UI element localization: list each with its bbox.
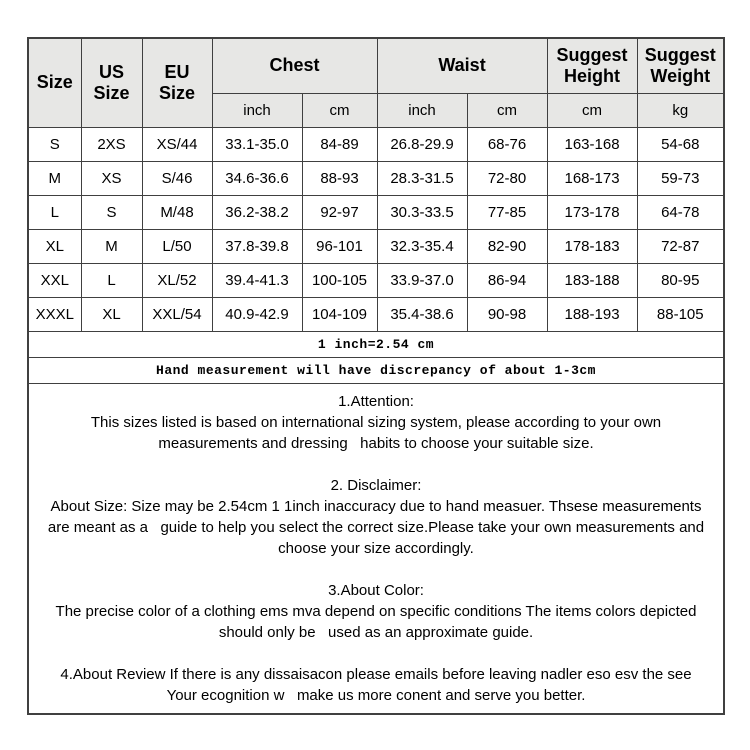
cell-waist-cm: 77-85 xyxy=(467,195,547,229)
table-row-s xyxy=(28,127,724,161)
cell-chest-inch: 39.4-41.3 xyxy=(212,263,302,297)
cell-chest-inch: 37.8-39.8 xyxy=(212,229,302,263)
cell-waist-inch: 30.3-33.5 xyxy=(377,195,467,229)
cell-chest-cm: 96-101 xyxy=(302,229,377,263)
cell-chest-inch: 34.6-36.6 xyxy=(212,161,302,195)
unit-header-chest-inch: inch xyxy=(212,93,302,127)
cell-eu-size: XXL/54 xyxy=(142,297,212,331)
cell-waist-cm: 86-94 xyxy=(467,263,547,297)
cell-waist-inch: 32.3-35.4 xyxy=(377,229,467,263)
cell-waist-cm: 68-76 xyxy=(467,127,547,161)
table-row-xxxl xyxy=(28,297,724,331)
disclaimer-paragraph: 2. Disclaimer: About Size: Size may be 2.54cm 1 1inch inaccuracy due to hand measuer. Thsese measurements are meant as a guide to help you select the correct size.Please take your own measurements and choose your size accordingly. xyxy=(47,476,705,557)
cell-waist-cm: 72-80 xyxy=(467,161,547,195)
cell-size: XXXL xyxy=(28,297,81,331)
cell-us-size: 2XS xyxy=(81,127,142,161)
cell-weight: 64-78 xyxy=(637,195,724,229)
cell-size: S xyxy=(28,127,81,161)
cell-eu-size: XL/52 xyxy=(142,263,212,297)
cell-chest-inch: 36.2-38.2 xyxy=(212,195,302,229)
note-row-inch-conversion xyxy=(28,331,724,357)
attention-paragraph: 1.Attention: This sizes listed is based on international sizing system, please according to your own measurements and dressing habits to choose your suitable size. xyxy=(90,392,662,452)
cell-chest-cm: 100-105 xyxy=(302,263,377,297)
about-review-paragraph: 4.About Review If there is any dissaisacon please emails before leaving nadler eso esv the see Your ecognition w make us more conent and serve you better. xyxy=(60,665,692,704)
cell-us-size: S xyxy=(81,195,142,229)
unit-header-height-cm: cm xyxy=(547,93,637,127)
cell-chest-cm: 92-97 xyxy=(302,195,377,229)
cell-height: 178-183 xyxy=(547,229,637,263)
col-header-suggest-weight: Suggest Weight xyxy=(637,38,724,93)
cell-eu-size: M/48 xyxy=(142,195,212,229)
cell-size: XXL xyxy=(28,263,81,297)
cell-eu-size: L/50 xyxy=(142,229,212,263)
cell-waist-inch: 26.8-29.9 xyxy=(377,127,467,161)
cell-height: 183-188 xyxy=(547,263,637,297)
note-row-hand-measurement xyxy=(28,357,724,383)
cell-chest-cm: 84-89 xyxy=(302,127,377,161)
size-chart-table xyxy=(27,37,725,715)
cell-height: 168-173 xyxy=(547,161,637,195)
unit-header-waist-inch: inch xyxy=(377,93,467,127)
cell-weight: 88-105 xyxy=(637,297,724,331)
header-row-main xyxy=(28,38,724,93)
unit-header-waist-cm: cm xyxy=(467,93,547,127)
col-header-waist: Waist xyxy=(377,38,547,93)
cell-size: XL xyxy=(28,229,81,263)
cell-weight: 54-68 xyxy=(637,127,724,161)
inch-conversion-note: 1 inch=2.54 cm xyxy=(28,331,724,357)
table-row-xxl xyxy=(28,263,724,297)
table-row-l xyxy=(28,195,724,229)
hand-measurement-note: Hand measurement will have discrepancy of about 1-3cm xyxy=(28,357,724,383)
cell-us-size: M xyxy=(81,229,142,263)
cell-size: M xyxy=(28,161,81,195)
cell-waist-cm: 82-90 xyxy=(467,229,547,263)
size-chart-sheet xyxy=(27,37,721,715)
cell-chest-cm: 104-109 xyxy=(302,297,377,331)
cell-waist-inch: 33.9-37.0 xyxy=(377,263,467,297)
cell-weight: 59-73 xyxy=(637,161,724,195)
disclaimer-row xyxy=(28,383,724,714)
cell-height: 163-168 xyxy=(547,127,637,161)
cell-chest-inch: 33.1-35.0 xyxy=(212,127,302,161)
cell-height: 173-178 xyxy=(547,195,637,229)
col-header-suggest-height: Suggest Height xyxy=(547,38,637,93)
col-header-eu-size: EU Size xyxy=(142,38,212,127)
unit-header-weight-kg: kg xyxy=(637,93,724,127)
col-header-size: Size xyxy=(28,38,81,127)
about-color-paragraph: 3.About Color: The precise color of a clothing ems mva depend on specific conditions The items colors depicted should only be used as an approximate guide. xyxy=(55,581,697,641)
disclaimer-cell xyxy=(28,383,724,714)
cell-waist-cm: 90-98 xyxy=(467,297,547,331)
cell-height: 188-193 xyxy=(547,297,637,331)
cell-size: L xyxy=(28,195,81,229)
cell-waist-inch: 28.3-31.5 xyxy=(377,161,467,195)
cell-chest-cm: 88-93 xyxy=(302,161,377,195)
cell-weight: 72-87 xyxy=(637,229,724,263)
cell-eu-size: XS/44 xyxy=(142,127,212,161)
cell-us-size: XS xyxy=(81,161,142,195)
cell-weight: 80-95 xyxy=(637,263,724,297)
col-header-us-size: US Size xyxy=(81,38,142,127)
unit-header-chest-cm: cm xyxy=(302,93,377,127)
cell-us-size: XL xyxy=(81,297,142,331)
table-row-m xyxy=(28,161,724,195)
cell-us-size: L xyxy=(81,263,142,297)
cell-chest-inch: 40.9-42.9 xyxy=(212,297,302,331)
cell-waist-inch: 35.4-38.6 xyxy=(377,297,467,331)
cell-eu-size: S/46 xyxy=(142,161,212,195)
table-row-xl xyxy=(28,229,724,263)
col-header-chest: Chest xyxy=(212,38,377,93)
